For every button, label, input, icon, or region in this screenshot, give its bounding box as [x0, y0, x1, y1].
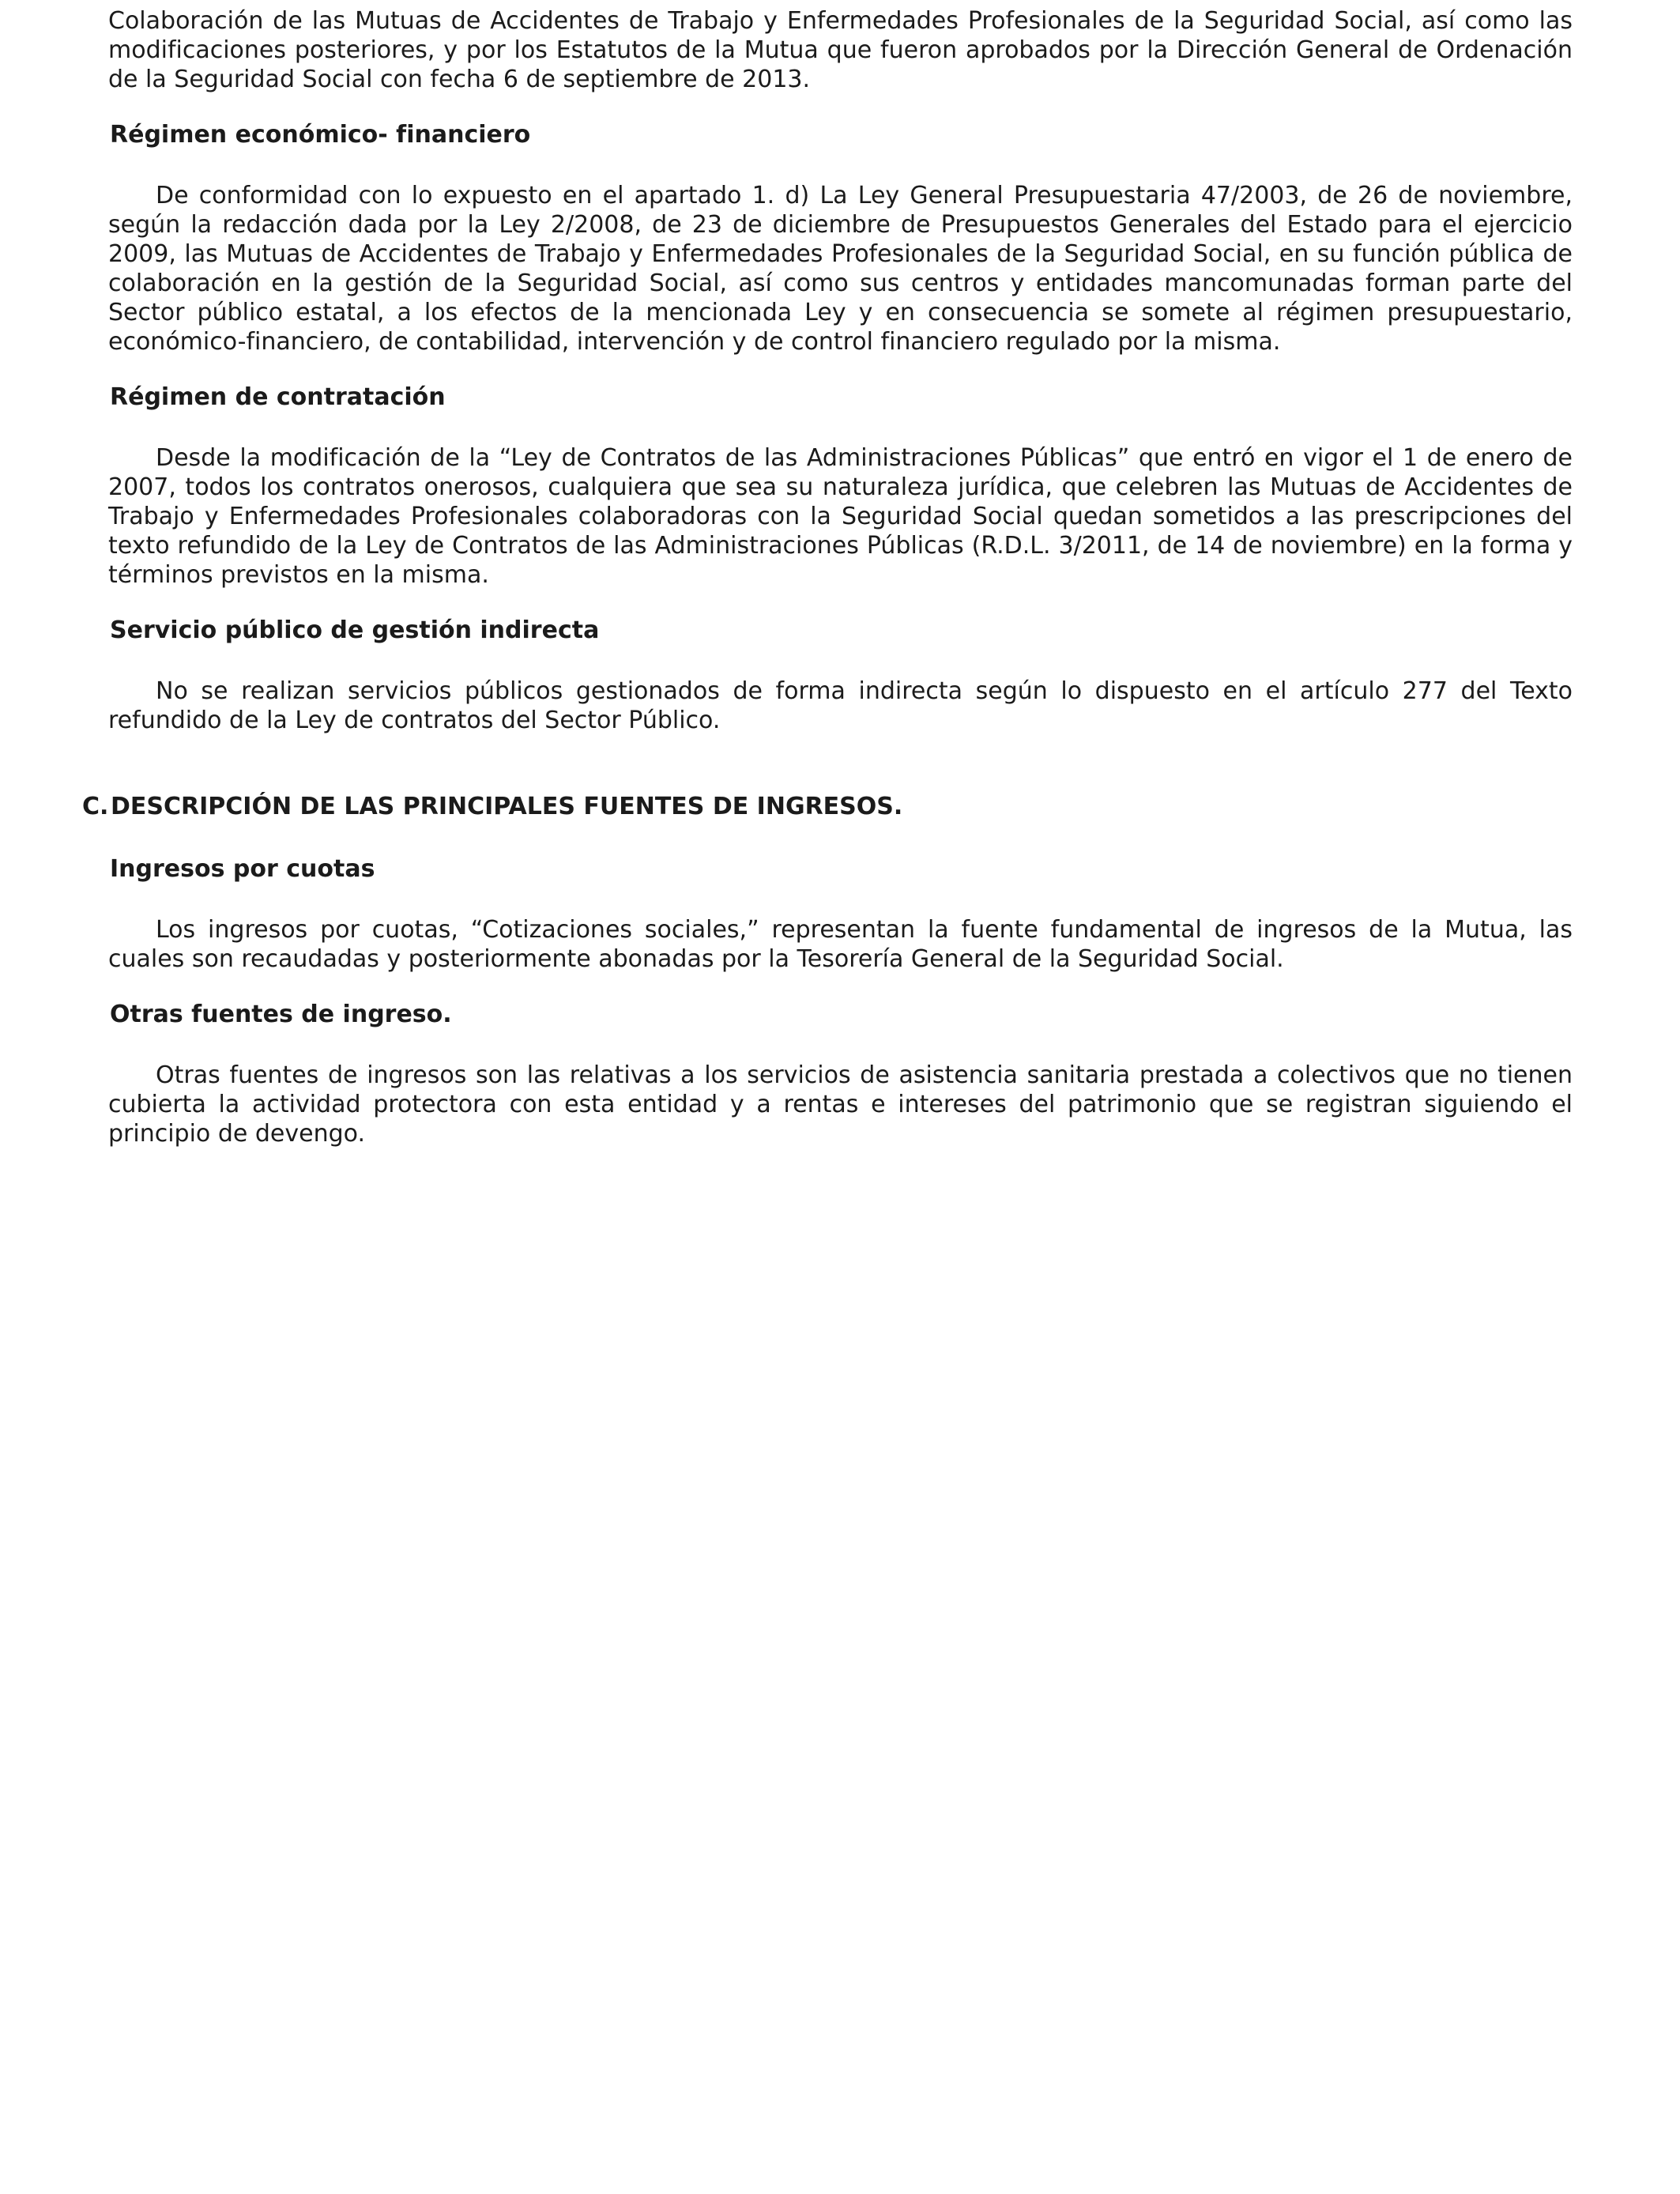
paragraph-otras-fuentes-de-ingreso: Otras fuentes de ingresos son las relativas a los servicios de asistencia sanitaria prestada a colectivos que no tienen cubierta la actividad protectora con esta entidad y a rentas e intereses del patrimonio que se registran siguiendo el principio de devengo.: [108, 1061, 1573, 1148]
paragraph-servicio-publico-gestion-indirecta: No se realizan servicios públicos gestionados de forma indirecta según lo dispuesto en el artículo 277 del Texto refundido de la Ley de contratos del Sector Público.: [108, 677, 1573, 734]
paragraph-regimen-economico-financiero: De conformidad con lo expuesto en el apartado 1. d) La Ley General Presupuestaria 47/2003, de 26 de noviembre, según la redacción dada por la Ley 2/2008, de 23 de diciembre de Presupuestos Generales del Estado para el ejercicio 2009, las Mutuas de Accidentes de Trabajo y Enfermedades Profesionales de la Seguridad Social, en su función pública de colaboración en la gestión de la Seguridad Social, así como sus centros y entidades mancomunadas forman parte del Sector público estatal, a los efectos de la mencionada Ley y en consecuencia se somete al régimen presupuestario, económico-financiero, de contabilidad, intervención y de control financiero regulado por la misma.: [108, 182, 1573, 356]
section-c-marker: C.: [82, 793, 109, 820]
heading-regimen-de-contratacion: Régimen de contratación: [110, 383, 446, 411]
heading-servicio-publico-gestion-indirecta: Servicio público de gestión indirecta: [110, 616, 600, 644]
heading-otras-fuentes-de-ingreso: Otras fuentes de ingreso.: [110, 1001, 452, 1028]
paragraph-ingresos-por-cuotas: Los ingresos por cuotas, “Cotizaciones sociales,” representan la fuente fundamental de ingresos de la Mutua, las cuales son recaudadas y posteriormente abonadas por la Tesorería General de la Seguridad Social.: [108, 916, 1573, 973]
section-c-heading: [82, 792, 1573, 821]
heading-regimen-economico-financiero: Régimen económico- financiero: [110, 121, 531, 149]
section-c-title: DESCRIPCIÓN DE LAS PRINCIPALES FUENTES DE INGRESOS.: [111, 793, 903, 820]
heading-ingresos-por-cuotas: Ingresos por cuotas: [110, 855, 375, 883]
paragraph-regimen-de-contratacion: Desde la modificación de la “Ley de Contratos de las Administraciones Públicas” que entró en vigor el 1 de enero de 2007, todos los contratos onerosos, cualquiera que sea su naturaleza jurídica, que celebren las Mutuas de Accidentes de Trabajo y Enfermedades Profesionales colaboradoras con la Seguridad Social quedan sometidos a las prescripciones del texto refundido de la Ley de Contratos de las Administraciones Públicas (R.D.L. 3/2011, de 14 de noviembre) en la forma y términos previstos en la misma.: [108, 444, 1573, 589]
continuation-paragraph: Colaboración de las Mutuas de Accidentes de Trabajo y Enfermedades Profesionales de la Seguridad Social, así como las modificaciones posteriores, y por los Estatutos de la Mutua que fueron aprobados por la Dirección General de Ordenación de la Seguridad Social con fecha 6 de septiembre de 2013.: [108, 7, 1573, 93]
